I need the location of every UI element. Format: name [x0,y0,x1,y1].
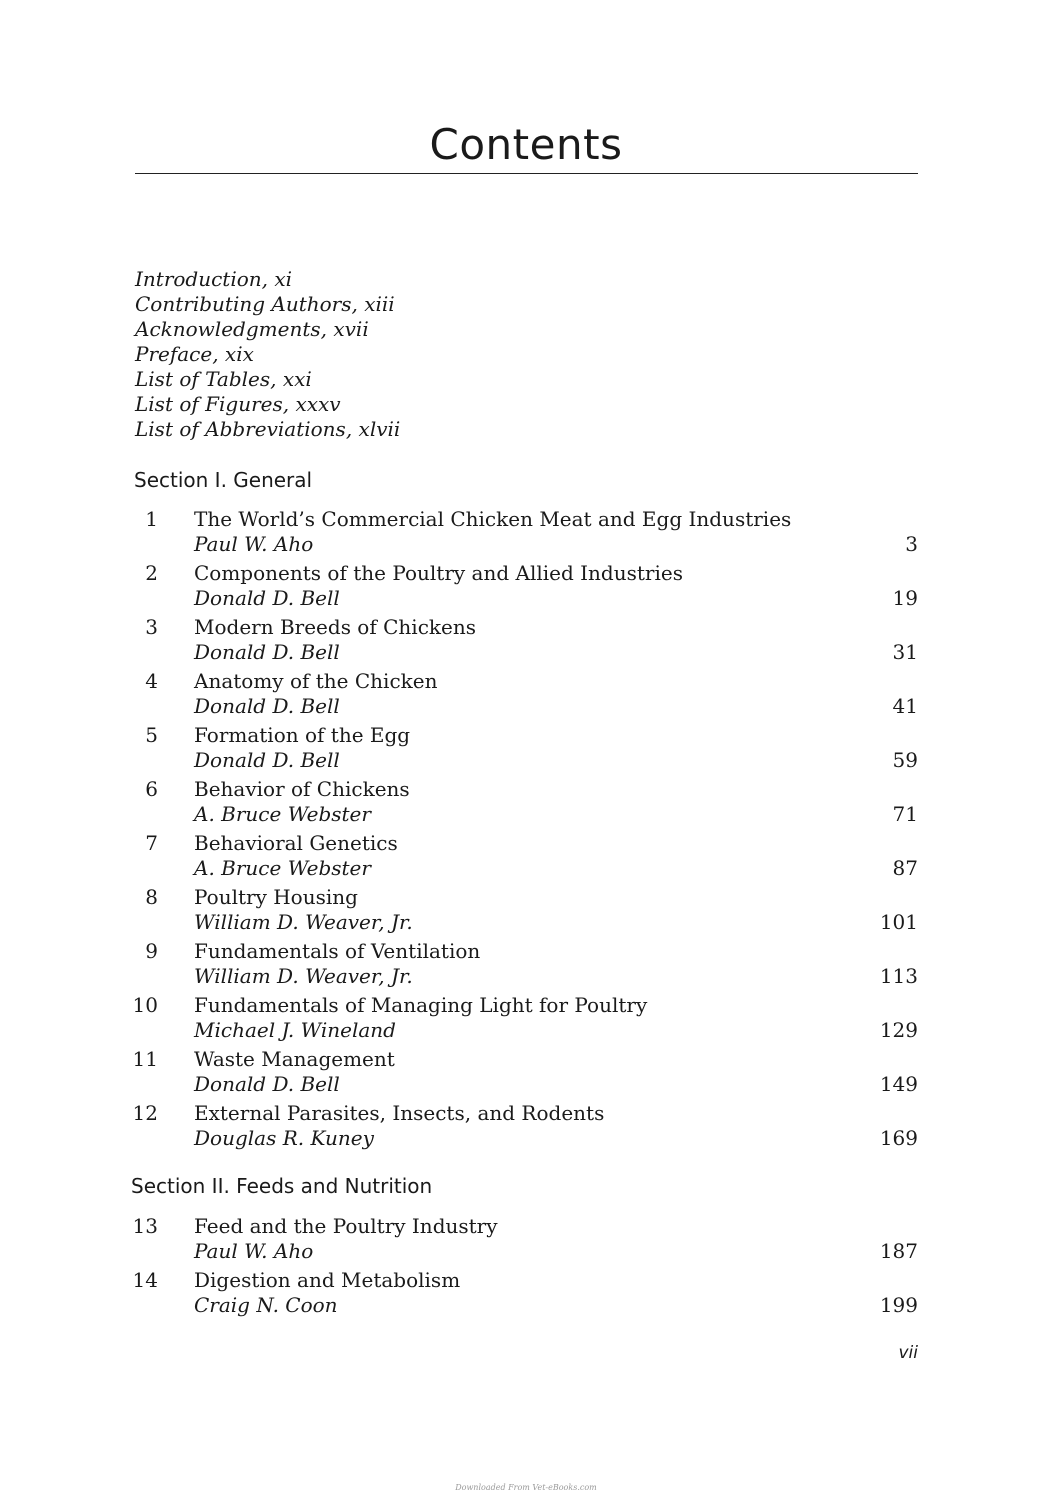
chapter-title: External Parasites, Insects, and Rodents [194,1101,605,1125]
chapter-list [130,504,918,1152]
chapter-author: A. Bruce Webster [194,802,371,826]
chapter-title: Waste Management [194,1047,395,1071]
chapter-page: 129 [879,1018,918,1042]
chapter-entry[interactable] [130,1098,918,1152]
chapter-title: Fundamentals of Ventilation [194,939,481,963]
chapter-author: Paul W. Aho [194,532,314,556]
chapter-entry[interactable] [130,720,918,774]
chapter-author: Donald D. Bell [194,640,340,664]
section-heading: Section II. Feeds and Nutrition [131,1174,433,1198]
chapter-page: 59 [892,748,918,772]
page-number: vii [898,1343,918,1363]
front-matter-list [135,267,400,442]
chapter-author: Donald D. Bell [194,694,340,718]
chapter-list [130,1211,918,1319]
chapter-number: 7 [145,831,158,855]
chapter-entry[interactable] [130,774,918,828]
chapter-page: 31 [892,640,918,664]
chapter-number: 3 [145,615,158,639]
chapter-author: Donald D. Bell [194,1072,340,1096]
chapter-page: 41 [892,694,918,718]
chapter-entry[interactable] [130,1211,918,1265]
chapter-entry[interactable] [130,504,918,558]
chapter-author: William D. Weaver, Jr. [194,964,413,988]
chapter-entry[interactable] [130,1044,918,1098]
front-matter-item[interactable]: Preface, xix [135,342,254,366]
chapter-author: A. Bruce Webster [194,856,371,880]
chapter-number: 14 [132,1268,158,1292]
front-matter-item[interactable]: List of Figures, xxxv [135,392,341,416]
chapter-page: 101 [879,910,918,934]
chapter-number: 12 [132,1101,158,1125]
chapter-page: 113 [879,964,918,988]
chapter-entry[interactable] [130,666,918,720]
chapter-number: 2 [145,561,158,585]
chapter-number: 1 [145,507,158,531]
front-matter-item[interactable]: List of Tables, xxi [135,367,312,391]
chapter-page: 3 [905,532,918,556]
chapter-title: Modern Breeds of Chickens [194,615,476,639]
chapter-entry[interactable] [130,558,918,612]
chapter-page: 187 [879,1239,918,1263]
chapter-entry[interactable] [130,936,918,990]
title-rule [135,173,918,174]
chapter-author: Donald D. Bell [194,748,340,772]
section-heading: Section I. General [134,468,313,492]
chapter-page: 71 [892,802,918,826]
chapter-title: Behavioral Genetics [194,831,398,855]
chapter-page: 87 [892,856,918,880]
chapter-number: 8 [145,885,158,909]
chapter-title: Fundamentals of Managing Light for Poultry [194,993,648,1017]
chapter-author: Douglas R. Kuney [194,1126,374,1150]
chapter-title: Digestion and Metabolism [194,1268,461,1292]
chapter-author: Craig N. Coon [194,1293,338,1317]
chapter-number: 9 [145,939,158,963]
page-title: Contents [429,120,623,169]
chapter-author: William D. Weaver, Jr. [194,910,413,934]
chapter-title: Components of the Poultry and Allied Industries [194,561,683,585]
chapter-page: 19 [892,586,918,610]
chapter-entry[interactable] [130,882,918,936]
chapter-number: 11 [132,1047,158,1071]
chapter-title: Feed and the Poultry Industry [194,1214,498,1238]
chapter-number: 13 [132,1214,158,1238]
chapter-title: The World’s Commercial Chicken Meat and Egg Industries [194,507,792,531]
chapter-number: 5 [145,723,158,747]
chapter-page: 149 [879,1072,918,1096]
chapter-title: Formation of the Egg [194,723,411,747]
chapter-entry[interactable] [130,990,918,1044]
chapter-number: 10 [132,993,158,1017]
front-matter-item[interactable]: Introduction, xi [135,267,293,291]
front-matter-item[interactable]: Acknowledgments, xvii [135,317,369,341]
front-matter-item[interactable]: Contributing Authors, xiii [135,292,395,316]
chapter-number: 4 [145,669,158,693]
chapter-entry[interactable] [130,1265,918,1319]
front-matter-item[interactable]: List of Abbreviations, xlvii [135,417,401,441]
chapter-entry[interactable] [130,612,918,666]
chapter-author: Paul W. Aho [194,1239,314,1263]
chapter-number: 6 [145,777,158,801]
chapter-author: Donald D. Bell [194,586,340,610]
chapter-title: Anatomy of the Chicken [194,669,438,693]
chapter-page: 199 [879,1293,918,1317]
chapter-title: Behavior of Chickens [194,777,410,801]
chapter-page: 169 [879,1126,918,1150]
chapter-title: Poultry Housing [194,885,358,909]
chapter-author: Michael J. Wineland [194,1018,396,1042]
chapter-entry[interactable] [130,828,918,882]
download-watermark: Downloaded From Vet-eBooks.com [455,1483,597,1492]
